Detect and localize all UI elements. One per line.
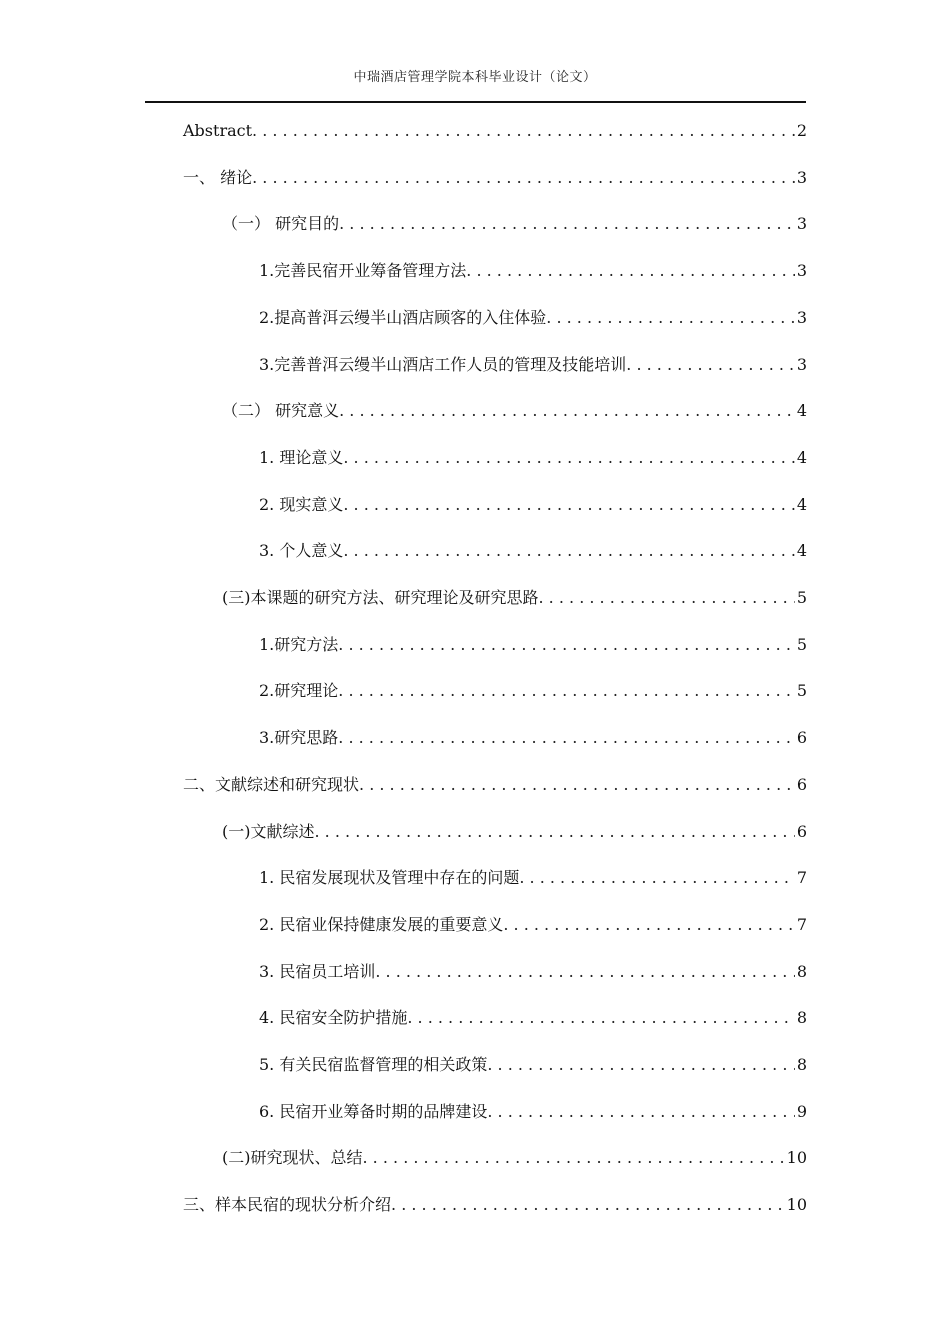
toc-dot-leader bbox=[546, 308, 795, 328]
toc-entry-page-number: 4 bbox=[796, 401, 807, 421]
toc-dot-leader bbox=[343, 541, 794, 561]
toc-dot-leader bbox=[343, 495, 794, 515]
toc-entry-title: 3. 个人意义 bbox=[259, 541, 344, 561]
toc-dot-leader bbox=[407, 1008, 794, 1028]
toc-dot-leader bbox=[252, 121, 795, 141]
toc-entry-page-number: 3 bbox=[796, 354, 807, 374]
toc-entry-title: 三、样本民宿的现状分析介绍 bbox=[183, 1195, 392, 1215]
toc-entry[interactable] bbox=[222, 579, 807, 613]
toc-entry[interactable] bbox=[259, 1093, 807, 1127]
toc-dot-leader bbox=[338, 728, 795, 748]
toc-entry-title: (二)研究现状、总结 bbox=[222, 1148, 363, 1168]
toc-entry[interactable] bbox=[259, 859, 807, 893]
toc-entry-page-number: 7 bbox=[796, 868, 807, 888]
toc-dot-leader bbox=[363, 1148, 785, 1168]
toc-dot-leader bbox=[391, 1195, 785, 1215]
toc-entry-page-number: 3 bbox=[796, 261, 807, 281]
toc-entry-title: (三)本课题的研究方法、研究理论及研究思路 bbox=[222, 588, 539, 607]
toc-entry-page-number: 8 bbox=[796, 961, 807, 981]
toc-dot-leader bbox=[487, 1102, 794, 1122]
toc-entry-title: （二） 研究意义 bbox=[222, 401, 340, 421]
toc-entry[interactable] bbox=[259, 906, 807, 940]
toc-entry-title: 1. 理论意义 bbox=[259, 447, 344, 467]
toc-entry[interactable] bbox=[259, 999, 807, 1033]
toc-dot-leader bbox=[343, 448, 794, 468]
toc-entry[interactable] bbox=[222, 813, 807, 847]
toc-entry-title: 一、 绪论 bbox=[183, 167, 253, 187]
toc-entry-title: 2.提高普洱云缦半山酒店顾客的入住体验 bbox=[259, 307, 547, 327]
toc-dot-leader bbox=[252, 168, 795, 188]
toc-entry[interactable] bbox=[183, 1186, 807, 1220]
toc-dot-leader bbox=[359, 775, 795, 795]
toc-dot-leader bbox=[503, 915, 794, 935]
toc-entry[interactable] bbox=[259, 626, 807, 660]
toc-entry[interactable] bbox=[183, 112, 807, 146]
toc-entry[interactable] bbox=[222, 1139, 807, 1173]
toc-entry-title: 2.研究理论 bbox=[259, 681, 339, 701]
toc-dot-leader bbox=[466, 261, 795, 281]
toc-entry-page-number: 2 bbox=[796, 121, 807, 140]
toc-entry-page-number: 8 bbox=[796, 1055, 807, 1074]
toc-entry[interactable] bbox=[259, 532, 807, 566]
toc-dot-leader bbox=[626, 355, 795, 375]
toc-entry-page-number: 8 bbox=[796, 1008, 807, 1028]
toc-entry-title: （一） 研究目的 bbox=[222, 214, 340, 234]
toc-entry-page-number: 5 bbox=[796, 588, 807, 607]
toc-entry-page-number: 6 bbox=[796, 728, 807, 748]
toc-entry-page-number: 5 bbox=[796, 681, 807, 701]
toc-entry[interactable] bbox=[259, 299, 807, 333]
toc-entry-title: 二、文献综述和研究现状 bbox=[183, 774, 360, 794]
toc-dot-leader bbox=[375, 962, 794, 982]
toc-entry[interactable] bbox=[259, 1046, 807, 1080]
toc-entry-title: 2. 现实意义 bbox=[259, 494, 344, 514]
toc-entry-page-number: 10 bbox=[786, 1148, 807, 1168]
toc-entry-title: 6. 民宿开业筹备时期的品牌建设 bbox=[259, 1101, 488, 1121]
toc-entry-page-number: 3 bbox=[796, 167, 807, 187]
toc-entry-title: 2. 民宿业保持健康发展的重要意义 bbox=[259, 914, 504, 934]
toc-entry-page-number: 9 bbox=[796, 1101, 807, 1121]
toc-dot-leader bbox=[315, 822, 795, 842]
toc-dot-leader bbox=[339, 401, 795, 421]
toc-entry-page-number: 6 bbox=[796, 821, 807, 841]
toc-entry-title: 3. 民宿员工培训 bbox=[259, 961, 376, 981]
toc-entry-page-number: 4 bbox=[796, 447, 807, 467]
toc-entry[interactable] bbox=[259, 486, 807, 520]
toc-entry-page-number: 10 bbox=[786, 1195, 807, 1215]
toc-entry-title: Abstract bbox=[183, 121, 253, 140]
toc-entry-page-number: 4 bbox=[796, 541, 807, 561]
toc-entry[interactable] bbox=[259, 346, 807, 380]
toc-entry-title: (一)文献综述 bbox=[222, 821, 315, 841]
toc-entry-page-number: 3 bbox=[796, 214, 807, 234]
toc-entry[interactable] bbox=[183, 766, 807, 800]
toc-entry[interactable] bbox=[222, 392, 807, 426]
toc-entry-title: 4. 民宿安全防护措施 bbox=[259, 1008, 408, 1028]
page-header: 中瑞酒店管理学院本科毕业设计（论文） bbox=[353, 70, 597, 85]
toc-entry[interactable] bbox=[222, 205, 807, 239]
toc-entry-title: 5. 有关民宿监督管理的相关政策 bbox=[259, 1055, 488, 1074]
toc-dot-leader bbox=[338, 681, 795, 701]
toc-entry-title: 1.完善民宿开业筹备管理方法 bbox=[259, 261, 467, 281]
toc-entry-title: 1. 民宿发展现状及管理中存在的问题 bbox=[259, 868, 520, 888]
toc-entry[interactable] bbox=[259, 439, 807, 473]
toc-entry-title: 3.研究思路 bbox=[259, 728, 339, 748]
toc-entry-page-number: 6 bbox=[796, 774, 807, 794]
toc-dot-leader bbox=[339, 214, 795, 234]
toc-entry[interactable] bbox=[259, 953, 807, 987]
toc-entry[interactable] bbox=[259, 672, 807, 706]
toc-entry-page-number: 3 bbox=[796, 307, 807, 327]
header-divider bbox=[145, 101, 806, 103]
toc-dot-leader bbox=[338, 635, 795, 655]
toc-entry-page-number: 7 bbox=[796, 914, 807, 934]
toc-entry[interactable] bbox=[259, 719, 807, 753]
toc-dot-leader bbox=[539, 588, 795, 608]
toc-entry-title: 1.研究方法 bbox=[259, 634, 339, 654]
toc-entry[interactable] bbox=[183, 159, 807, 193]
toc-dot-leader bbox=[519, 868, 794, 888]
toc-dot-leader bbox=[487, 1055, 794, 1075]
toc-entry-page-number: 5 bbox=[796, 634, 807, 654]
toc-entry[interactable] bbox=[259, 252, 807, 286]
toc-entry-title: 3.完善普洱云缦半山酒店工作人员的管理及技能培训 bbox=[259, 354, 627, 374]
toc-entry-page-number: 4 bbox=[796, 494, 807, 514]
